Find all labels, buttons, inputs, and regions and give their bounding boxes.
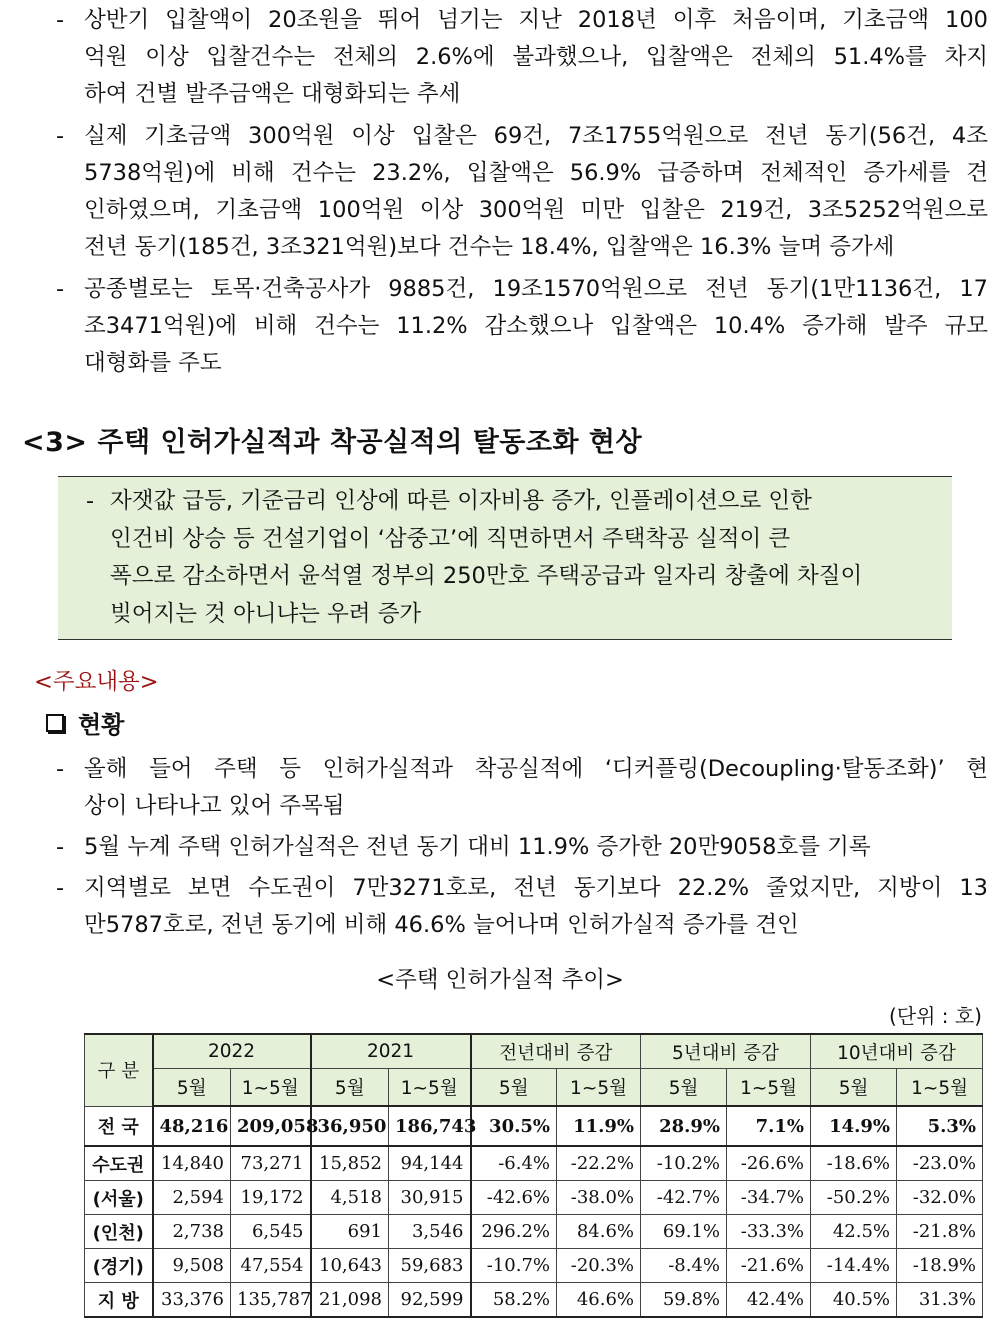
table-row xyxy=(85,1146,983,1181)
table-cell: 10,643 xyxy=(311,1249,389,1283)
table-cell: 5.3% xyxy=(897,1106,983,1146)
table-cell: 6,545 xyxy=(231,1215,311,1249)
row-label: 지 방 xyxy=(85,1283,153,1318)
table-cell: 7.1% xyxy=(727,1106,811,1146)
bullet-line: 하여 건별 발주금액은 대형화되는 추세 xyxy=(84,81,461,107)
section-title: <3> 주택 인허가실적과 착공실적의 탈동조화 현상 xyxy=(22,427,643,458)
table-subheader-row xyxy=(85,1069,983,1107)
permit-table xyxy=(84,1033,983,1318)
table-cell: -42.7% xyxy=(641,1181,727,1215)
table-cell: -42.6% xyxy=(471,1181,557,1215)
table-cell: 40.5% xyxy=(811,1283,897,1318)
summary-line: 빚어지는 것 아니냐는 우려 증가 xyxy=(110,600,422,627)
table-cell: 42.4% xyxy=(727,1283,811,1318)
table-cell: -50.2% xyxy=(811,1181,897,1215)
table-cell: 186,743 xyxy=(389,1106,471,1146)
bullet-dash: - xyxy=(56,7,65,33)
table-cell: 73,271 xyxy=(231,1146,311,1181)
table-row xyxy=(85,1249,983,1283)
bullet-line: 인하였으며, 기초금액 100억원 이상 300억원 미만 입찰은 219건, 3조5252억원으로 xyxy=(84,197,988,223)
table-cell: 21,098 xyxy=(311,1283,389,1318)
group-header: 10년대비 증감 xyxy=(811,1034,983,1069)
row-label: (인천) xyxy=(85,1215,153,1249)
table-row xyxy=(85,1181,983,1215)
table-cell: 209,058 xyxy=(231,1106,311,1146)
status-heading-label: 현황 xyxy=(78,711,125,739)
row-label: (경기) xyxy=(85,1249,153,1283)
bullet-line: 지역별로 보면 수도권이 7만3271호로, 전년 동기보다 22.2% 줄었지만, 지방이 13 xyxy=(84,875,988,901)
table-cell: 2,738 xyxy=(153,1215,231,1249)
sub-header: 1~5월 xyxy=(727,1069,811,1107)
bullet-item xyxy=(56,118,988,266)
table-cell: 92,599 xyxy=(389,1283,471,1318)
sub-header: 1~5월 xyxy=(389,1069,471,1107)
table-cell: -23.0% xyxy=(897,1146,983,1181)
summary-line: 인건비 상승 등 건설기업이 ‘삼중고’에 직면하면서 주택착공 실적이 큰 xyxy=(110,525,791,552)
bullet-line: 대형화를 주도 xyxy=(84,350,222,376)
bullet-line: 상이 나타나고 있어 주목됨 xyxy=(84,793,345,819)
table-header-row xyxy=(85,1034,983,1069)
table-caption: <주택 인허가실적 추이> xyxy=(376,967,624,993)
sub-header: 5월 xyxy=(311,1069,389,1107)
table-cell: 58.2% xyxy=(471,1283,557,1318)
bullet-item xyxy=(56,2,988,113)
bullet-dash: - xyxy=(56,276,65,302)
table-cell: 30,915 xyxy=(389,1181,471,1215)
table-cell: 14.9% xyxy=(811,1106,897,1146)
table-cell: 14,840 xyxy=(153,1146,231,1181)
table-cell: -10.7% xyxy=(471,1249,557,1283)
bullet-line: 만5787호로, 전년 동기에 비해 46.6% 늘어나며 인허가실적 증가를 견인 xyxy=(84,912,799,938)
group-header: 2021 xyxy=(311,1034,471,1069)
summary-box xyxy=(58,476,952,640)
group-header: 전년대비 증감 xyxy=(471,1034,641,1069)
table-cell: -33.3% xyxy=(727,1215,811,1249)
table-cell: 46.6% xyxy=(557,1283,641,1318)
status-heading xyxy=(46,705,124,740)
row-label: 전 국 xyxy=(85,1106,153,1146)
bullet-line: 5738억원)에 비해 건수는 23.2%, 입찰액은 56.9% 급증하며 전체적인 증가세를 견 xyxy=(84,160,988,186)
sub-header: 5월 xyxy=(153,1069,231,1107)
table-row xyxy=(85,1215,983,1249)
bullet-line: 억원 이상 입찰건수는 전체의 2.6%에 불과했으나, 입찰액은 전체의 51.4%를 차지 xyxy=(84,44,988,70)
bullet-dash: - xyxy=(86,488,95,514)
sub-header: 5월 xyxy=(471,1069,557,1107)
sub-header: 1~5월 xyxy=(231,1069,311,1107)
group-header: 2022 xyxy=(153,1034,311,1069)
table-cell: 42.5% xyxy=(811,1215,897,1249)
bullet-dash: - xyxy=(56,834,65,860)
table-cell: -34.7% xyxy=(727,1181,811,1215)
table-cell: 135,787 xyxy=(231,1283,311,1318)
table-cell: 36,950 xyxy=(311,1106,389,1146)
table-cell: -18.6% xyxy=(811,1146,897,1181)
sub-heading: <주요내용> xyxy=(34,669,159,695)
table-cell: -21.6% xyxy=(727,1249,811,1283)
bullet-item xyxy=(56,829,988,866)
table-cell: 84.6% xyxy=(557,1215,641,1249)
table-cell: 691 xyxy=(311,1215,389,1249)
table-cell: -22.2% xyxy=(557,1146,641,1181)
bullet-dash: - xyxy=(56,875,65,901)
table-cell: -18.9% xyxy=(897,1249,983,1283)
table-cell: -20.3% xyxy=(557,1249,641,1283)
bullet-line: 공종별로는 토목·건축공사가 9885건, 19조1570억원으로 전년 동기(1만1136건, 17 xyxy=(84,276,988,302)
table-cell: 296.2% xyxy=(471,1215,557,1249)
table-cell: -10.2% xyxy=(641,1146,727,1181)
table-cell: 48,216 xyxy=(153,1106,231,1146)
table-body xyxy=(85,1106,983,1317)
group-header: 5년대비 증감 xyxy=(641,1034,811,1069)
table-cell: 31.3% xyxy=(897,1283,983,1318)
table-cell: -38.0% xyxy=(557,1181,641,1215)
bullet-line: 상반기 입찰액이 20조원을 뛰어 넘기는 지난 2018년 이후 처음이며, 기초금액 100 xyxy=(84,7,988,33)
table-cell: 9,508 xyxy=(153,1249,231,1283)
table-cell: -21.8% xyxy=(897,1215,983,1249)
table-cell: -32.0% xyxy=(897,1181,983,1215)
corner-header: 구 분 xyxy=(85,1034,153,1106)
table-row xyxy=(85,1283,983,1318)
bullet-item xyxy=(56,870,988,944)
table-cell: 11.9% xyxy=(557,1106,641,1146)
bullet-line: 전년 동기(185건, 3조321억원)보다 건수는 18.4%, 입찰액은 16.3% 늘며 증가세 xyxy=(84,234,895,260)
bullet-item xyxy=(56,751,988,825)
table-cell: 59,683 xyxy=(389,1249,471,1283)
table-cell: 47,554 xyxy=(231,1249,311,1283)
table-cell: 28.9% xyxy=(641,1106,727,1146)
bullet-line: 5월 누계 주택 인허가실적은 전년 동기 대비 11.9% 증가한 20만9058호를 기록 xyxy=(84,834,871,860)
bullet-dash: - xyxy=(56,756,65,782)
sub-header: 1~5월 xyxy=(897,1069,983,1107)
table-cell: 59.8% xyxy=(641,1283,727,1318)
table-cell: 3,546 xyxy=(389,1215,471,1249)
sub-header: 5월 xyxy=(641,1069,727,1107)
table-cell: 33,376 xyxy=(153,1283,231,1318)
checkbox-square-icon xyxy=(46,714,64,732)
row-label: (서울) xyxy=(85,1181,153,1215)
table-cell: -8.4% xyxy=(641,1249,727,1283)
table-unit: (단위 : 호) xyxy=(888,1004,982,1028)
table-cell: 69.1% xyxy=(641,1215,727,1249)
table-cell: 15,852 xyxy=(311,1146,389,1181)
bullet-item xyxy=(56,271,988,382)
bullet-dash: - xyxy=(56,123,65,149)
table-cell: -26.6% xyxy=(727,1146,811,1181)
row-label: 수도권 xyxy=(85,1146,153,1181)
table-cell: 30.5% xyxy=(471,1106,557,1146)
table-cell: 2,594 xyxy=(153,1181,231,1215)
bullet-line: 조3471억원)에 비해 건수는 11.2% 감소했으나 입찰액은 10.4% 증가해 발주 규모 xyxy=(84,313,988,339)
summary-line: 자잿값 급등, 기준금리 인상에 따른 이자비용 증가, 인플레이션으로 인한 xyxy=(110,488,812,514)
table-cell: -6.4% xyxy=(471,1146,557,1181)
bullet-line: 올해 들어 주택 등 인허가실적과 착공실적에 ‘디커플링(Decoupling·탈동조화)’ 현 xyxy=(84,756,988,782)
summary-bullet xyxy=(86,483,948,633)
table-cell: 19,172 xyxy=(231,1181,311,1215)
table-cell: 4,518 xyxy=(311,1181,389,1215)
table-cell: -14.4% xyxy=(811,1249,897,1283)
summary-line: 폭으로 감소하면서 윤석열 정부의 250만호 주택공급과 일자리 창출에 차질이 xyxy=(110,563,863,589)
sub-header: 1~5월 xyxy=(557,1069,641,1107)
sub-header: 5월 xyxy=(811,1069,897,1107)
bullet-line: 실제 기초금액 300억원 이상 입찰은 69건, 7조1755억원으로 전년 동기(56건, 4조 xyxy=(84,123,988,149)
table-cell: 94,144 xyxy=(389,1146,471,1181)
table-total-row xyxy=(85,1106,983,1146)
